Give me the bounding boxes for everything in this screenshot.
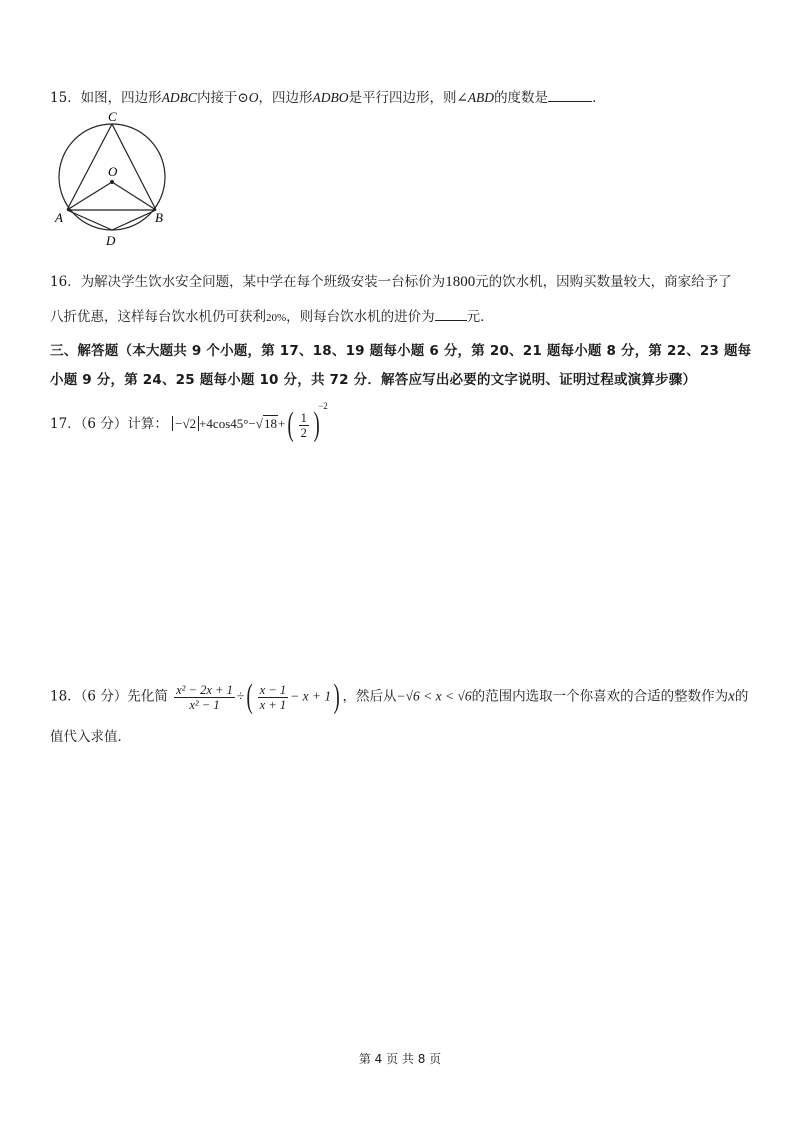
section3-line1: 三、解答题（本大题共 9 个小题，第 17、18、19 题每小题 6 分，第 20、21 题每小题 8 分，第 22、23 题每 (50, 343, 752, 359)
q17-expression: −√2 +4cos45°−√18+( $\frac{1}{2}$ )$^{-2}$ (172, 416, 332, 431)
label-d: D (106, 233, 116, 248)
q18-line1: 18．（6 分）先化简 $\frac{\text{x² − 2x + 1}}{\text{x² − 1}}$ ÷( $\frac{x - 1}{x + 1}$ − x + 1) ，然后从−√6 < x < √6的范围内选取一个你喜欢的合适的整数作为x的 (50, 678, 749, 715)
q16-answer-blank[interactable] (435, 308, 467, 321)
q18-line2: 值代入求值． (50, 729, 131, 745)
q16-number: 16 (50, 274, 68, 290)
page-footer: 第 4 页 共 8 页 (358, 1052, 442, 1066)
segment-bd (112, 210, 156, 230)
q15-answer-blank[interactable] (548, 89, 592, 102)
q17-number: 17 (50, 415, 68, 432)
section3-line2: 小题 9 分，第 24、25 题每小题 10 分，共 72 分．解答应写出必要的文字说明、证明过程或演算步骤） (50, 372, 697, 388)
label-a: A (55, 210, 63, 225)
segment-ad (67, 210, 112, 230)
q18-number: 18 (50, 688, 68, 705)
point-o (110, 180, 114, 184)
q15-number: 15 (50, 90, 68, 106)
q15-line: 15．如图，四边形ADBC内接于⊙O，四边形ADBO是平行四边形，则∠ABD的度数是 ． (50, 90, 606, 106)
label-c: C (108, 112, 117, 124)
q16-line1: 16．为解决学生饮水安全问题，某中学在每个班级安装一台标价为1800元的饮水机，因购买数量较大，商家给予了 (50, 274, 732, 290)
segment-cb (112, 124, 156, 210)
label-b: B (155, 210, 163, 225)
q17-line: 17．（6 分）计算： −√2 +4cos45°−√18+( $\frac{1}{2}$ )$^{-2}$ (50, 408, 332, 442)
segment-ca (67, 124, 112, 210)
label-o: O (108, 164, 118, 179)
q15-circle-figure (52, 112, 182, 252)
q16-line2: 八折优惠，这样每台饮水机仍可获利20%，则每台饮水机的进价为 元． (50, 309, 494, 325)
